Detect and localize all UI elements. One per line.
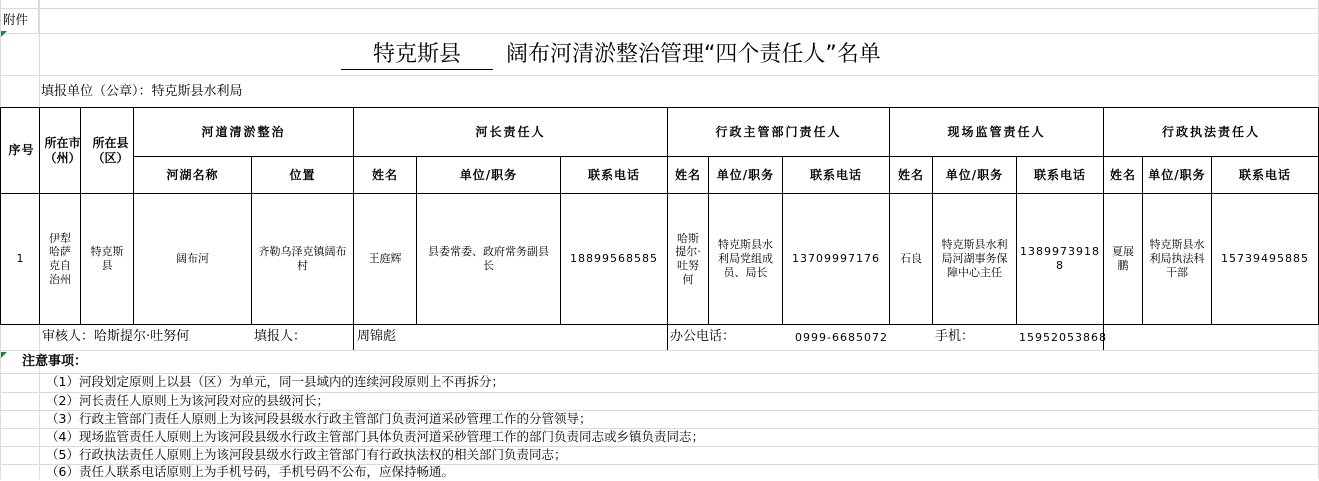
table-border xyxy=(667,324,668,350)
cell-chief-unit: 县委常委、政府常务副县长 xyxy=(428,245,549,272)
cell-enf-name: 夏展鹏 xyxy=(1112,245,1134,272)
cell-seq: 1 xyxy=(16,252,24,266)
cell-location: 齐勒乌泽克镇阔布村 xyxy=(258,245,347,272)
header-site-unit: 单位/职务 xyxy=(945,167,1004,182)
header-county: 所在县（区） xyxy=(92,135,129,165)
header-location: 位置 xyxy=(289,167,316,182)
notes-title: 注意事项： xyxy=(22,353,88,369)
filing-unit: 填报单位（公章）：特克斯县水利局 xyxy=(41,83,243,99)
header-enf-name: 姓名 xyxy=(1109,167,1136,182)
notes-item: （5）行政执法责任人原则上为该河段县级水行政主管部门有行政执法权的相关部门负责同志； xyxy=(46,447,567,463)
title-county: 特克斯县 xyxy=(372,42,461,68)
notes-item: （3）行政主管部门责任人原则上为该河段县级水行政主管部门负责河道采砂管理工作的分管领导； xyxy=(46,411,592,427)
header-seq: 序号 xyxy=(8,143,35,157)
header-admin-unit: 单位/职务 xyxy=(716,167,775,182)
header-admin-name: 姓名 xyxy=(674,167,701,182)
header-chief-unit: 单位/职务 xyxy=(459,167,518,182)
gridline xyxy=(0,75,1319,76)
filler-name: 周锦彪 xyxy=(357,329,397,345)
header-enf-unit: 单位/职务 xyxy=(1148,167,1206,182)
page-title: 阔布河清淤整治管理“四个责任人”名单 xyxy=(506,42,881,68)
cell-admin-unit: 特克斯县水利局党组成员、局长 xyxy=(718,238,773,279)
notes-item: （2）河长责任人原则上为该河段对应的县级河长； xyxy=(46,393,329,409)
cell-chief-phone: 18899568585 xyxy=(570,252,658,266)
cell-comment-marker xyxy=(1,31,7,37)
cell-enf-unit: 特克斯县水利局执法科干部 xyxy=(1149,238,1205,279)
cell-enf-phone: 15739495885 xyxy=(1221,252,1309,266)
notes-item: （6）责任人联系电话原则上为手机号码，手机号码不公布，应保持畅通。 xyxy=(46,464,454,480)
notes-item: （4）现场监管责任人原则上为该河段县级水行政主管部门具体负责河道采砂管理工作的部门负责同志或乡镇负责同志； xyxy=(46,429,704,445)
header-enforce: 行政执法责任人 xyxy=(1161,124,1260,139)
cell-comment-marker xyxy=(1,352,7,358)
header-admin-phone: 联系电话 xyxy=(809,167,862,182)
header-site: 现场监管责任人 xyxy=(947,124,1046,139)
cell-county: 特克斯县 xyxy=(90,245,124,272)
cell-admin-phone: 13709997176 xyxy=(792,252,880,266)
title-county-underline xyxy=(341,69,493,70)
header-site-name: 姓名 xyxy=(897,167,924,182)
cell-site-phone: 13899739188 xyxy=(1020,245,1100,272)
header-city: 所在市（州） xyxy=(44,135,81,165)
header-river-name: 河湖名称 xyxy=(166,167,219,182)
office-phone: 0999-6685072 xyxy=(795,330,888,344)
mobile: 15952053868 xyxy=(1019,330,1107,344)
header-chief-phone: 联系电话 xyxy=(587,167,640,182)
mobile-label: 手机： xyxy=(935,329,975,345)
header-chief-name: 姓名 xyxy=(371,167,398,182)
cell-city: 伊犁哈萨克自治州 xyxy=(49,231,71,286)
notes-item: （1）河段划定原则上以县（区）为单元，同一县域内的连续河段原则上不再拆分； xyxy=(46,374,504,390)
cell-river-name: 阔布河 xyxy=(176,252,209,266)
cell-site-unit: 特克斯县水利局河湖事务保障中心主任 xyxy=(941,238,1008,279)
header-enf-phone: 联系电话 xyxy=(1238,167,1291,182)
filler-label: 填报人： xyxy=(254,329,307,345)
header-river-chief: 河长责任人 xyxy=(475,124,546,139)
office-phone-label: 办公电话： xyxy=(670,329,736,345)
table-border xyxy=(353,324,354,350)
gridline xyxy=(0,350,1319,351)
header-admin: 行政主管部门责任人 xyxy=(715,124,842,139)
cell-chief-name: 王庭辉 xyxy=(368,252,402,266)
cell-admin-name: 哈斯提尔·吐努何 xyxy=(675,231,701,286)
gridline xyxy=(0,33,1319,34)
cell-site-name: 石良 xyxy=(900,252,922,266)
gridline xyxy=(0,8,1319,9)
attachment-label: 附件 xyxy=(3,12,29,28)
header-dredging: 河道清淤整治 xyxy=(201,124,286,139)
reviewer: 审核人：哈斯提尔·吐努何 xyxy=(42,329,190,345)
header-site-phone: 联系电话 xyxy=(1033,167,1086,182)
